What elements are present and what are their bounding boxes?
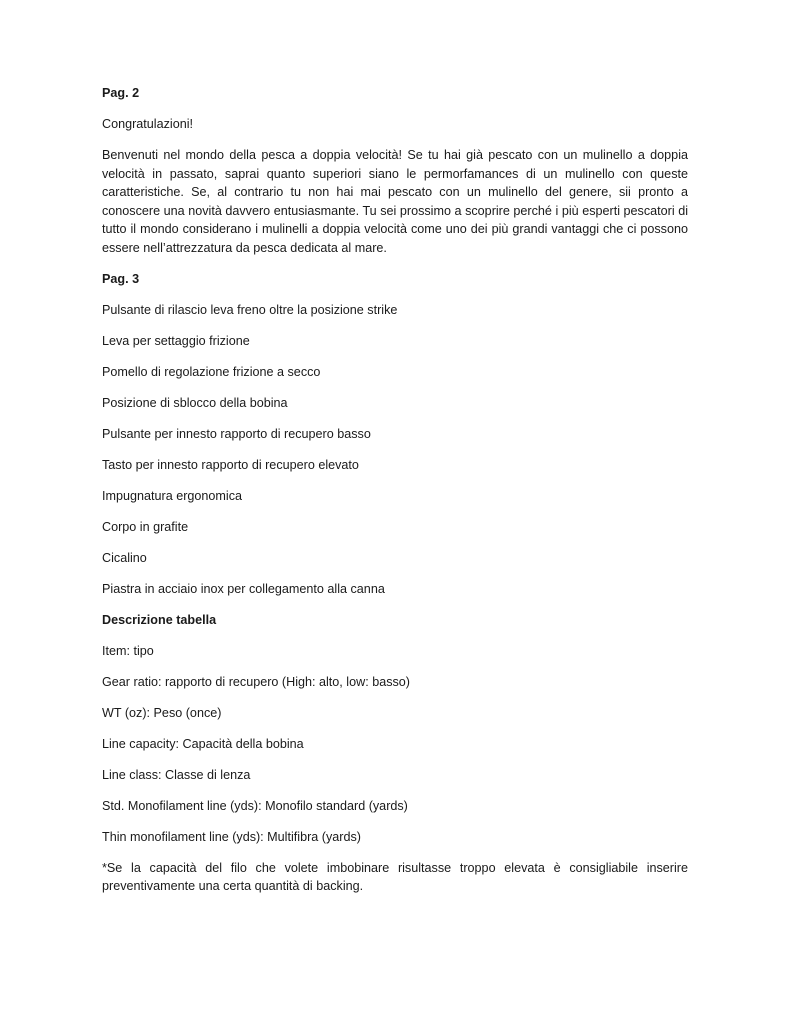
part-item: Impugnatura ergonomica	[102, 488, 243, 503]
page-content	[102, 84, 688, 908]
part-item: Pulsante di rilascio leva freno oltre la posizione strike	[102, 302, 398, 317]
table-term-item: Gear ratio: rapporto di recupero (High: alto, low: basso)	[102, 674, 410, 689]
table-term-item: Std. Monofilament line (yds): Monofilo standard (yards)	[102, 798, 408, 813]
page-3-heading: Pag. 3	[102, 271, 140, 286]
backing-note: *Se la capacità del filo che volete imbobinare risultasse troppo elevata è consigliabile inserire preventivamente una certa quantità di backing.	[102, 860, 688, 894]
greeting-text: Congratulazioni!	[102, 116, 194, 131]
table-term-item: Line class: Classe di lenza	[102, 767, 251, 782]
intro-paragraph: Benvenuti nel mondo della pesca a doppia velocità! Se tu hai già pescato con un mulinello a doppia velocità in passato, saprai quanto superiori siano le permorfamances di un mulinello con queste caratteristiche. Se, al contrario tu non hai mai pescato con un mulinello del genere, sii pronto a conoscere una novità davvero entusiasmante. Tu sei prossimo a scoprire perché i più esperti pescatori di tutto il mondo considerano i mulinelli a doppia velocità come uno dei più grandi vantaggi che ci possono essere nell’attrezzatura da pesca dedicata al mare.	[102, 147, 688, 255]
part-item: Piastra in acciaio inox per collegamento alla canna	[102, 581, 385, 596]
part-item: Cicalino	[102, 550, 147, 565]
part-item: Pomello di regolazione frizione a secco	[102, 364, 321, 379]
page-2-heading: Pag. 2	[102, 86, 140, 100]
part-item: Pulsante per innesto rapporto di recupero basso	[102, 426, 371, 441]
part-item: Leva per settaggio frizione	[102, 333, 250, 348]
table-term-item: Thin monofilament line (yds): Multifibra (yards)	[102, 829, 361, 844]
part-item: Posizione di sblocco della bobina	[102, 395, 288, 410]
table-term-item: Line capacity: Capacità della bobina	[102, 736, 304, 751]
table-description-heading: Descrizione tabella	[102, 612, 217, 627]
table-term-item: Item: tipo	[102, 643, 154, 658]
part-item: Corpo in grafite	[102, 519, 189, 534]
table-term-item: WT (oz): Peso (once)	[102, 705, 222, 720]
part-item: Tasto per innesto rapporto di recupero elevato	[102, 457, 359, 472]
